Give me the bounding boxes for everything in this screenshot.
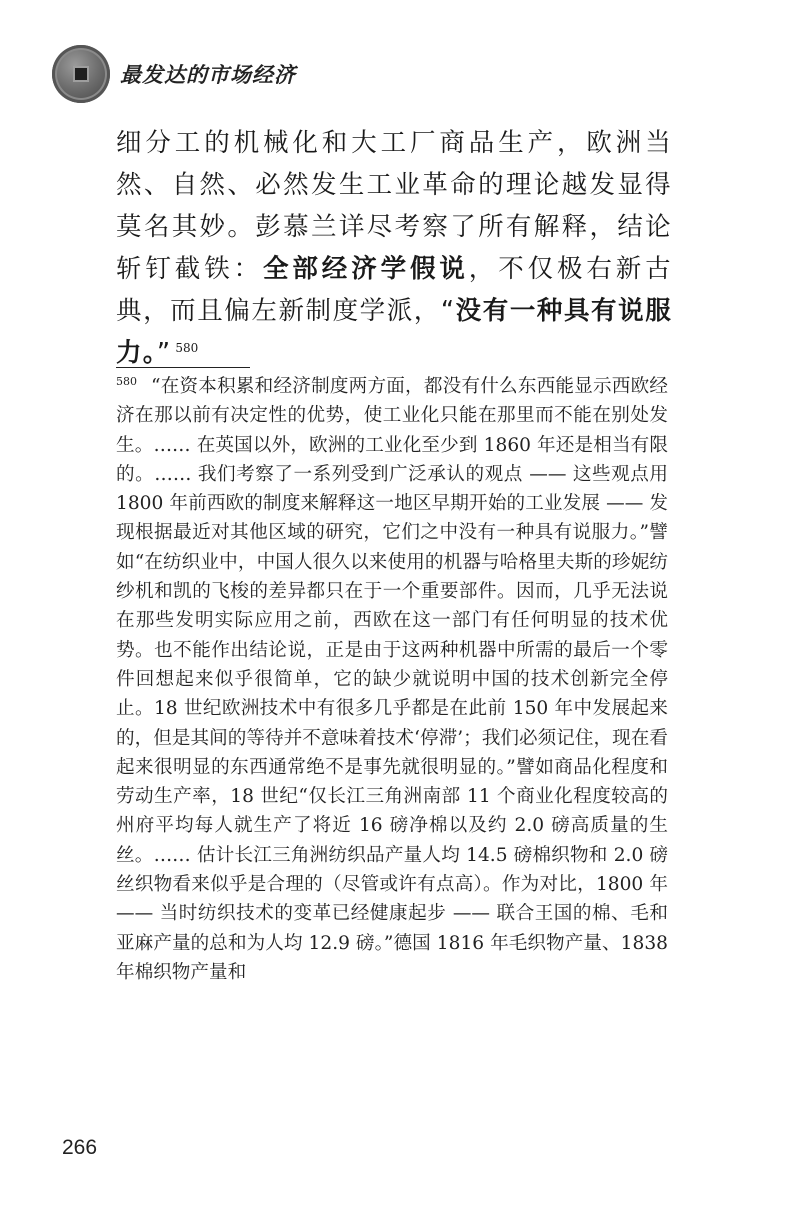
bold-text-segment: 全部经济学假说 bbox=[263, 254, 469, 284]
text-segment: 细分工的机械化和大工厂商品生产，欧洲当然、自然、必然发生工业革命的理论越发显得莫名其妙。彭慕兰详尽考察了所有解释，结论斩钉截铁： bbox=[116, 128, 672, 284]
footnote-body: “在资本积累和经济制度两方面，都没有什么东西能显示西欧经济在那以前有决定性的优势，使工业化只能在那里而不能在别处发生。…… 在英国以外，欧洲的工业化至少到 1860 年还是相当有限的。…… 我们考察了一系列受到广泛承认的观点 —— 这些观点用 1800 年前西欧的制度来解释这一地区早期开始的工业发展 —— 发现根据最近对其他区域的研究，它们之中没有一种具有说服力。”譬如“在纺织业中，中国人很久以来使用的机器与哈格里夫斯的珍妮纺纱机和凯的飞梭的差异都只在于一个重要部件。因而，几乎无法说在那些发明实际应用之前，西欧在这一部门有任何明显的技术优势。也不能作出结论说，正是由于这两种机器中所需的最后一个零件回想起来似乎很简单，它的缺少就说明中国的技术创新完全停止。18 世纪欧洲技术中有很多几乎都是在此前 150 年中发展起来的，但是其间的等待并不意味着技术‘停滞’；我们必须记住，现在看起来很明显的东西通常绝不是事先就很明显的。”譬如商品化程度和劳动生产率，18 世纪“仅长江三角洲南部 11 个商业化程度较高的州府平均每人就生产了将近 16 磅净棉以及约 2.0 磅高质量的生丝。…… 估计长江三角洲纺织品产量人均 14.5 磅棉织物和 2.0 磅丝织物看来似乎是合理的（尽管或许有点高）。作为对比，1800 年 —— 当时纺织技术的变革已经健康起步 —— 联合王国的棉、毛和亚麻产量的总和为人均 12.9 磅。”德国 1816 年毛织物产量、1838 年棉织物产量和 bbox=[116, 376, 668, 983]
footnote bbox=[116, 372, 668, 987]
main-paragraph bbox=[116, 122, 672, 374]
footnote-reference[interactable]: 580 bbox=[175, 340, 199, 355]
text-segment: ，不仅极右新古典，而且偏左新制度学派，“ bbox=[116, 254, 672, 326]
bold-quote-segment: 没有一种具有说服力。 bbox=[116, 296, 672, 368]
footnote-divider bbox=[116, 367, 250, 368]
page-number: 266 bbox=[62, 1136, 98, 1159]
text-segment: ” bbox=[156, 338, 172, 368]
footnote-number: 580 bbox=[116, 374, 137, 388]
running-title: 最发达的市场经济 bbox=[120, 63, 296, 87]
coin-icon bbox=[52, 45, 110, 103]
main-paragraph-text bbox=[116, 122, 672, 374]
page-header bbox=[52, 42, 296, 106]
footnote-text bbox=[116, 372, 668, 987]
